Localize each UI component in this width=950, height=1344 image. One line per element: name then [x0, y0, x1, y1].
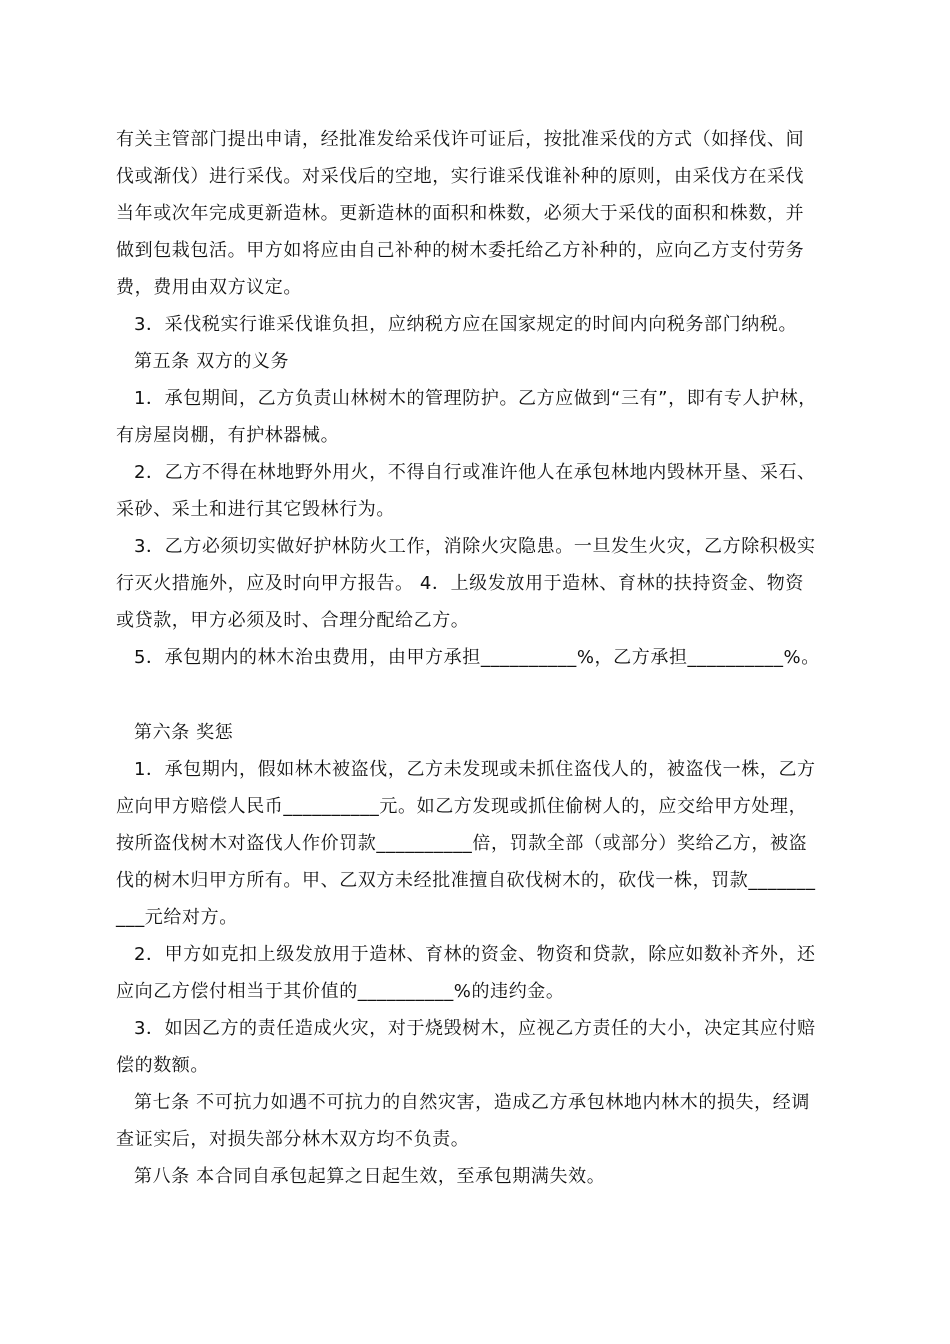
- paragraph-line: 有关主管部门提出申请，经批准发给采伐许可证后，按批准采伐的方式（如择伐、间: [116, 129, 805, 150]
- paragraph-line: 2．乙方不得在林地野外用火，不得自行或准许他人在承包林地内毁林开垦、采石、: [134, 462, 816, 483]
- paragraph-line: 应向乙方偿付相当于其价值的__________%的违约金。: [116, 981, 565, 1002]
- article-6-heading: 第六条 奖惩: [134, 722, 234, 743]
- paragraph-line: 3．如因乙方的责任造成火灾，对于烧毁树木，应视乙方责任的大小，决定其应付赔: [134, 1018, 816, 1039]
- paragraph-line: 做到包栽包活。甲方如将应由自己补种的树木委托给乙方补种的，应向乙方支付劳务: [116, 240, 805, 261]
- article-8-heading: 第八条 本合同自承包起算之日起生效，至承包期满失效。: [134, 1166, 606, 1187]
- paragraph-line: 采砂、采土和进行其它毁林行为。: [116, 499, 395, 520]
- paragraph-line: 有房屋岗棚，有护林器械。: [116, 425, 340, 446]
- paragraph-line: 查证实后，对损失部分林木双方均不负责。: [116, 1129, 470, 1150]
- clause-3-tax: 3．采伐税实行谁采伐谁负担，应纳税方应在国家规定的时间内向税务部门纳税。: [134, 314, 798, 335]
- paragraph-line: 费，费用由双方议定。: [116, 277, 302, 298]
- paragraph-line: 1．承包期内，假如林木被盗伐，乙方未发现或未抓住盗伐人的，被盗伐一株，乙方: [134, 759, 816, 780]
- paragraph-line: 伐的树木归甲方所有。甲、乙双方未经批准擅自砍伐树木的，砍伐一株，罚款_______: [116, 870, 816, 891]
- paragraph-line: 2．甲方如克扣上级发放用于造林、育林的资金、物资和贷款，除应如数补齐外，还: [134, 944, 816, 965]
- paragraph-line: 偿的数额。: [116, 1055, 209, 1076]
- paragraph-line: 3．乙方必须切实做好护林防火工作，消除火灾隐患。一旦发生火灾，乙方除积极实: [134, 536, 816, 557]
- paragraph-line: 行灭火措施外，应及时向甲方报告。 4．上级发放用于造林、育林的扶持资金、物资: [116, 573, 804, 594]
- clause-5-pest-cost: 5．承包期内的林木治虫费用，由甲方承担__________%，乙方承担__________%。: [134, 647, 820, 668]
- article-5-heading: 第五条 双方的义务: [134, 351, 290, 372]
- paragraph-line: ___元给对方。: [116, 907, 238, 928]
- paragraph-line: 当年或次年完成更新造林。更新造林的面积和株数，必须大于采伐的面积和株数，并: [116, 203, 805, 224]
- paragraph-line: 按所盗伐树木对盗伐人作价罚款__________倍，罚款全部（或部分）奖给乙方，被盗: [116, 833, 808, 854]
- paragraph-line: 伐或渐伐）进行采伐。对采伐后的空地，实行谁采伐谁补种的原则，由采伐方在采伐: [116, 166, 805, 187]
- paragraph-line: 应向甲方赔偿人民币__________元。如乙方发现或抓住偷树人的，应交给甲方处理，: [116, 796, 808, 817]
- paragraph-line: 或贷款，甲方必须及时、合理分配给乙方。: [116, 610, 470, 631]
- article-7-heading: 第七条 不可抗力如遇不可抗力的自然灾害，造成乙方承包林地内林木的损失，经调: [134, 1092, 810, 1113]
- paragraph-line: 1．承包期间，乙方负责山林树木的管理防护。乙方应做到“三有”，即有专人护林，: [134, 388, 817, 409]
